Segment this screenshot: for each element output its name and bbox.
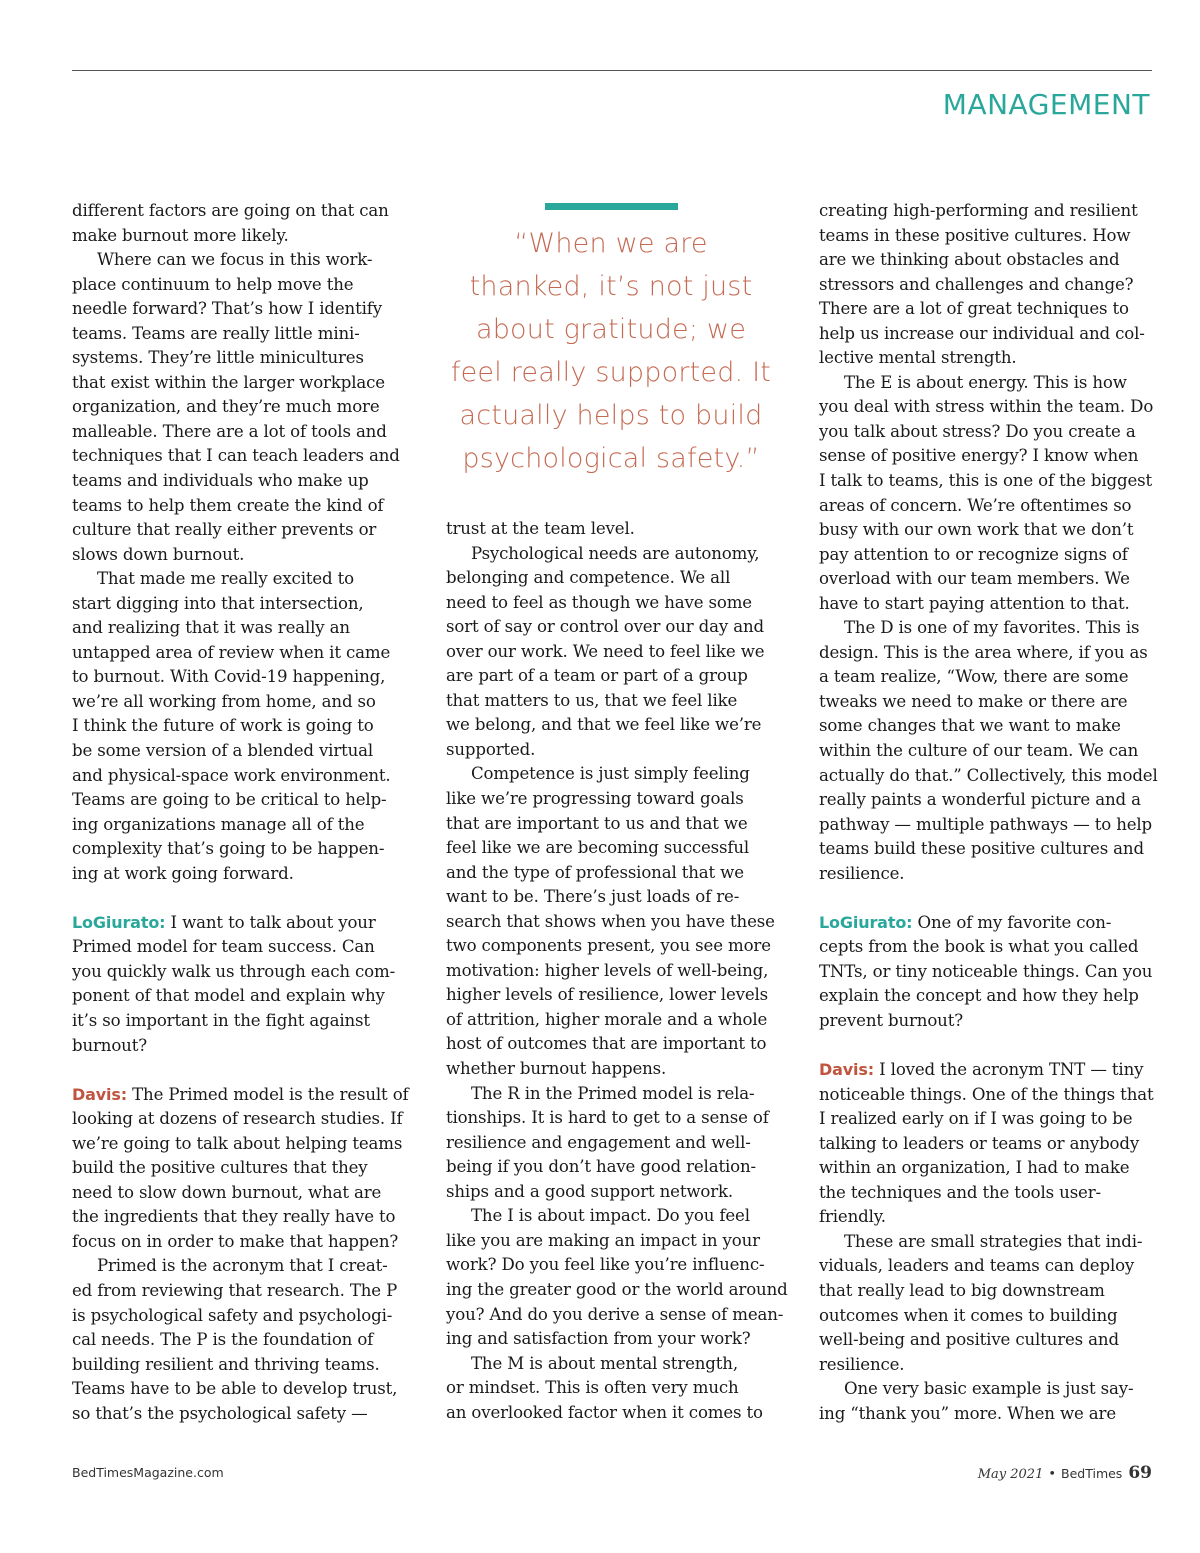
header-rule: [72, 70, 1152, 71]
paragraph: One very basic example is just say- ing “thank you” more. When we are: [819, 1379, 1134, 1423]
column-1: [72, 199, 417, 1426]
speaker-logiurato: LoGiurato:: [72, 912, 166, 932]
answer-paragraph: [819, 1058, 1164, 1230]
paragraph: Psychological needs are autonomy, belonging and competence. We all need to feel as though we have some sort of say or control over our day and over our work. We need to feel like we are part of a team or part of a group that matters to us, that we feel like we belong, and that we feel like we’re supported.: [446, 543, 765, 759]
column-2: [446, 517, 791, 1425]
paragraph: trust at the team level.: [446, 519, 635, 538]
paragraph: Primed is the acronym that I creat- ed from reviewing that research. The P is psychological safety and psychologi- cal needs. The P is the foundation of building resilient and thriving teams. Teams have to be able to develop trust, so that’s the psychological safety —: [72, 1256, 398, 1423]
paragraph: different factors are going on that can make burnout more likely.: [72, 201, 389, 245]
paragraph: The E is about energy. This is how you deal with stress within the team. Do you talk about stress? Do you create a sense of positive energy? I know when I talk to teams, this is one of the biggest areas of concern. We’re oftentimes so busy with our own work that we don’t pay attention to or recognize signs of overload with our team members. We have to start paying attention to that.: [819, 372, 1154, 613]
section-title: MANAGEMENT: [942, 88, 1150, 121]
footer-magazine: BedTimes: [1061, 1466, 1123, 1481]
footer-issue: May 2021: [977, 1467, 1044, 1482]
paragraph: That made me really excited to start digging into that intersection, and realizing that it was really an untapped area of review when it came to burnout. With Covid-19 happening, we’re all working from home, and so I think the future of work is going to be some version of a blended virtual and physical-space work environment. Teams are going to be critical to help- ing organizations manage all of the complexity that’s going to be happen- ing at work going forward.: [72, 569, 391, 883]
footer-folio: [978, 1463, 1152, 1483]
page-number: 69: [1128, 1463, 1152, 1483]
paragraph: Where can we focus in this work- place continuum to help move the needle forward? That’s how I identify teams. Teams are really little mini- systems. They’re little minicultures that exist within the larger workplace organization, and they’re much more malleable. There are a lot of tools and techniques that I can teach leaders and teams and individuals who make up teams to help them create the kind of culture that really either prevents or slows down burnout.: [72, 250, 400, 564]
paragraph: creating high-performing and resilient teams in these positive cultures. How are we thinking about obstacles and stressors and challenges and change? There are a lot of great techniques to help us increase our individual and col- lective mental strength.: [819, 201, 1145, 368]
speaker-davis: Davis:: [72, 1084, 128, 1104]
answer-text: The Primed model is the result of looking at dozens of research studies. If we’re going to talk about helping teams build the positive cultures that they need to slow down burnout, what are the ingredients that they really have to focus on in order to make that happen?: [72, 1084, 409, 1251]
answer-paragraph: [72, 1083, 417, 1255]
answer-text: I loved the acronym TNT — tiny noticeable things. One of the things that I realized early on if I was going to be talking to leaders or teams or anybody within an organization, I had to make the techniques and the tools user- friendly.: [819, 1060, 1154, 1227]
paragraph: The M is about mental strength, or mindset. This is often very much an overlooked factor when it comes to: [446, 1353, 763, 1422]
paragraph: The D is one of my favorites. This is design. This is the area where, if you as a team realize, “Wow, there are some tweaks we need to make or there are some changes that we want to make within the culture of our team. We can actually do that.” Collectively, this model really paints a wonderful picture and a pathway — multiple pathways — to help teams build these positive cultures and resilience.: [819, 618, 1158, 883]
paragraph: These are small strategies that indi- viduals, leaders and teams can deploy that really lead to big downstream outcomes when it comes to building well-being and positive cultures and resilience.: [819, 1231, 1143, 1374]
speaker-logiurato: LoGiurato:: [819, 912, 913, 932]
paragraph: Competence is just simply feeling like we’re progressing toward goals that are important to us and that we feel like we are becoming successful and the type of professional that we want to be. There’s just loads of re- search that shows when you have these two components present, you see more motivation: higher levels of well-being, higher levels of resilience, lower levels of attrition, higher morale and a whole host of outcomes that are important to whether burnout happens.: [446, 764, 775, 1079]
pull-quote: “When we are thanked, it’s not just about gratitude; we feel really supported. It actually helps to build psychological safety.”: [450, 228, 772, 474]
column-3: [819, 199, 1164, 1426]
footer-separator: •: [1048, 1467, 1057, 1482]
question-paragraph: [72, 911, 417, 1058]
paragraph: The R in the Primed model is rela- tionships. It is hard to get to a sense of resilience and engagement and well- being if you don’t have good relation- ships and a good support network.: [446, 1083, 769, 1201]
pull-quote-bar: [545, 203, 678, 210]
question-paragraph: [819, 911, 1164, 1034]
speaker-davis: Davis:: [819, 1060, 875, 1080]
footer-website: BedTimesMagazine.com: [72, 1465, 224, 1480]
question-text: One of my favorite con- cepts from the book is what you called TNTs, or tiny noticeable things. Can you explain the concept and how they help prevent burnout?: [819, 912, 1153, 1030]
paragraph: The I is about impact. Do you feel like you are making an impact in your work? Do you feel like you’re influenc- ing the greater good or the world around you? And do you derive a sense of mean- ing and satisfaction from your work?: [446, 1206, 788, 1349]
question-text: I want to talk about your Primed model for team success. Can you quickly walk us through each com- ponent of that model and explain why it’s so important in the fight against burnout?: [72, 912, 396, 1055]
